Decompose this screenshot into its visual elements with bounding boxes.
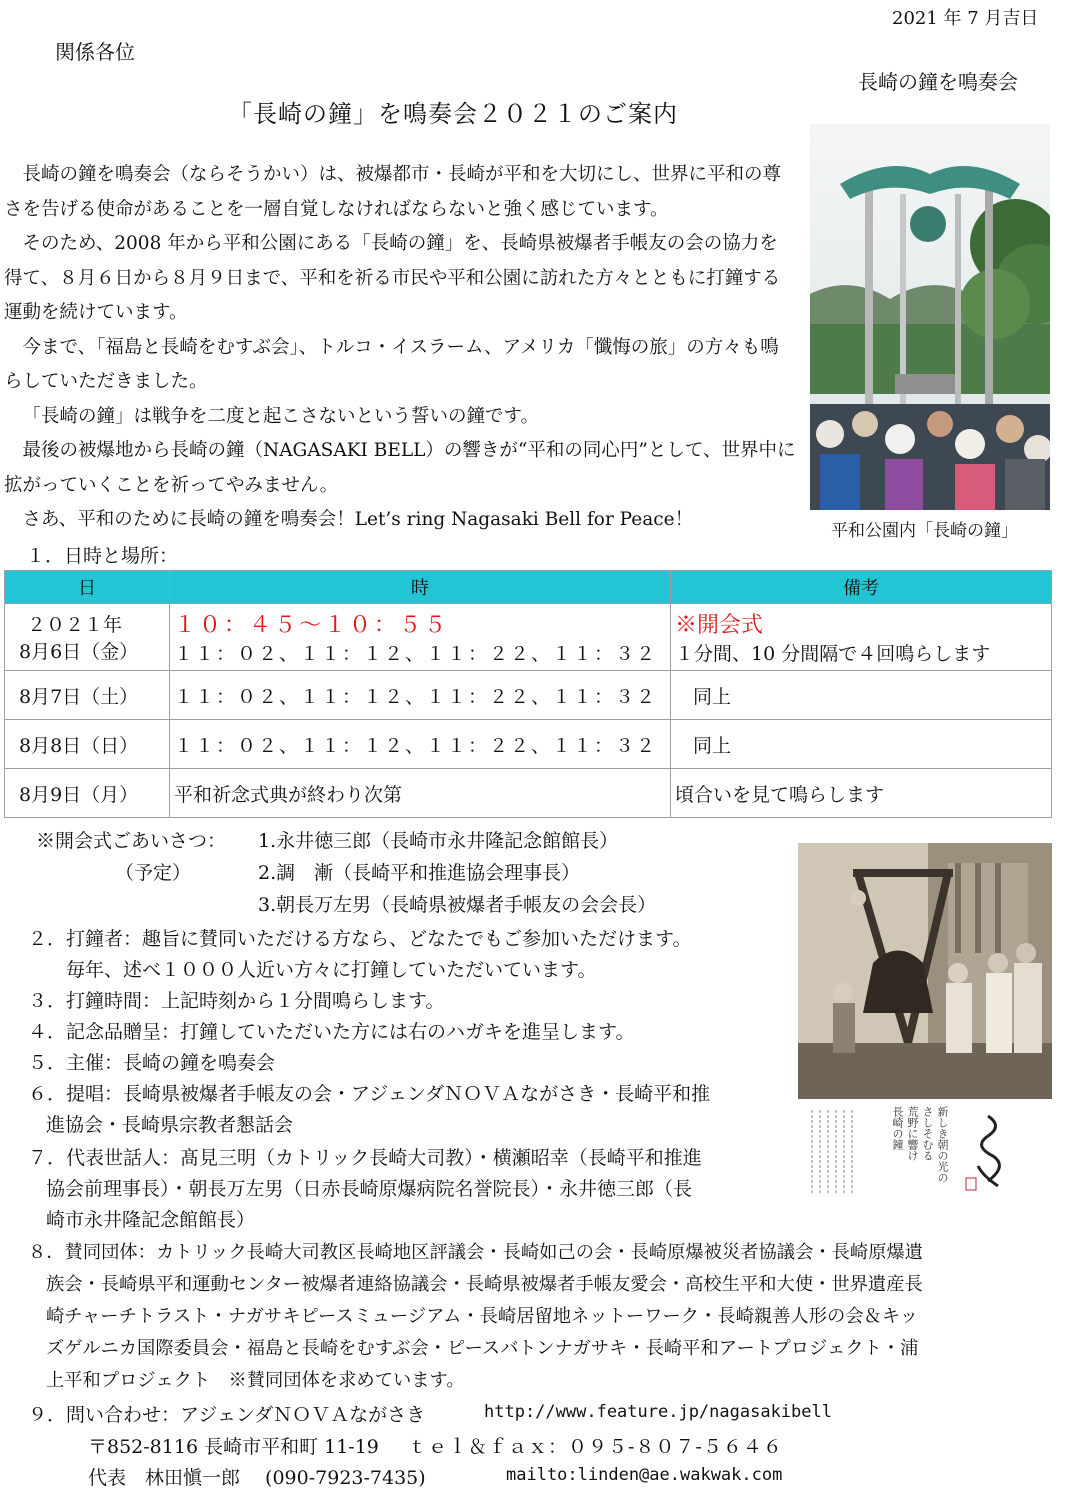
document-date: 2021 年 7 月吉日	[892, 8, 1039, 29]
item-organizer: ５．主催：長崎の鐘を鳴奏会	[28, 1052, 276, 1074]
column-header: 備考	[671, 571, 1052, 604]
note-cell: 同上	[671, 671, 1052, 720]
day-cell: 8月7日（土）	[5, 671, 170, 720]
item-supporters-cont: 族会・長崎県平和運動センター被爆者連絡協議会・長崎県被爆者手帳友愛会・高校生平和大使・世界遺産長	[46, 1274, 923, 1295]
note-cell: 頃合いを見て鳴らします	[671, 769, 1052, 818]
intro-text	[4, 158, 796, 538]
item-supporters: ８．賛同団体：カトリック長崎大司教区長崎地区評議会・長崎如己の会・長崎原爆被災者協議会・長崎原爆遺	[28, 1242, 924, 1263]
greetings-planned: （予定）	[115, 862, 192, 884]
addressee: 関係各位	[55, 40, 135, 64]
table-row	[5, 769, 1052, 818]
postcard-line: 荒野に響け	[906, 1106, 919, 1161]
photo-caption: 平和公園内「長崎の鐘」	[831, 521, 1018, 541]
item-proposers: ６．提唱：長崎県被爆者手帳友の会・アジェンダＮＯＶＡながさき・長崎平和推	[28, 1083, 711, 1105]
day-text: 8月6日（金）	[19, 641, 139, 663]
postcard-line: 新しき朝の光の	[936, 1106, 949, 1183]
page-title: 「長崎の鐘」を鳴奏会２０２１のご案内	[228, 100, 678, 128]
contact-email[interactable]: mailto:linden@ae.wakwak.com	[506, 1465, 783, 1485]
table-row	[5, 604, 1052, 671]
time-cell: １１：０２、１１：１２、１１：２２、１１：３２	[170, 720, 671, 769]
contact-address: 〒852-8116 長崎市平和町 11-19	[88, 1436, 379, 1458]
greetings-label: ※開会式ごあいさつ：	[36, 830, 227, 852]
column-header: 時	[170, 571, 671, 604]
note-cell: 同上	[671, 720, 1052, 769]
note-cell	[671, 604, 1052, 671]
postcard-line: 長崎の鐘	[891, 1106, 904, 1150]
opening-time: １０：４５～１０：５５	[174, 613, 450, 638]
intro-paragraph: そのため、2008 年から平和公園にある「長崎の鐘」を、長崎県被爆者手帳友の会の協力を得て、８月６日から８月９日まで、平和を祈る市民や平和公園に訪れた方々とともに打鐘する運動を続けています。	[4, 233, 781, 323]
intro-paragraph: 最後の被爆地から長崎の鐘（NAGASAKI BELL）の響きが“平和の同心円”として、世界中に拡がっていくことを祈ってやみません。	[4, 440, 796, 496]
fine-text-icon	[806, 1108, 866, 1198]
item-representatives-cont: 協会前理事長）・朝長万左男（日赤長崎原爆病院名誉院長）・永井徳三郎（長	[46, 1178, 693, 1200]
historical-bell-photo	[798, 843, 1052, 1099]
item-ringing-time: ３．打鐘時間：上記時刻から１分間鳴らします。	[28, 990, 445, 1012]
time-cell	[170, 604, 671, 671]
item-contact: ９．問い合わせ：アジェンダＮＯＶＡながさき	[28, 1404, 426, 1426]
day-cell	[5, 604, 170, 671]
sender-name: 長崎の鐘を鳴奏会	[858, 70, 1018, 94]
schedule-table	[4, 570, 1052, 818]
item-supporters-cont: 上平和プロジェクト ※賛同団体を求めています。	[46, 1370, 465, 1391]
table-row	[5, 720, 1052, 769]
section-heading: １．日時と場所：	[26, 545, 179, 567]
contact-url[interactable]: http://www.feature.jp/nagasakibell	[484, 1402, 832, 1422]
item-supporters-cont: ズゲルニカ国際委員会・福島と長崎をむすぶ会・ピースバトンナガサキ・長崎平和アートプロジェクト・浦	[46, 1338, 919, 1359]
intro-paragraph: 今まで、「福島と長崎をむすぶ会」、トルコ・イスラーム、アメリカ「懺悔の旅」の方々も鳴らしていただきました。	[4, 336, 779, 392]
time-cell: １１：０２、１１：１２、１１：２２、１１：３２	[170, 671, 671, 720]
calligraphy-icon	[958, 1106, 1018, 1196]
intro-paragraph: さあ、平和のために長崎の鐘を鳴奏会！Let’s ring Nagasaki Bell for Peace！	[22, 509, 694, 530]
contact-telfax: ｔｅｌ＆ｆａｘ：０９５-８０７-５６４６	[408, 1436, 783, 1458]
day-cell: 8月8日（日）	[5, 720, 170, 769]
greeting-item: 3.朝長万左男（長崎県被爆者手帳友の会会長）	[258, 894, 657, 916]
day-cell: 8月9日（月）	[5, 769, 170, 818]
note-text: １分間、10 分間隔で４回鳴らします	[675, 643, 991, 665]
opening-label: ※開会式	[675, 613, 764, 638]
postcard-line: さしそむる	[921, 1106, 934, 1161]
table-header-row	[5, 571, 1052, 604]
commemorative-postcard	[806, 1104, 1018, 1204]
intro-paragraph: 「長崎の鐘」は戦争を二度と起こさないという誓いの鐘です。	[22, 405, 540, 427]
time-cell: 平和祈念式典が終わり次第	[170, 769, 671, 818]
item-participants-note: 毎年、述べ１０００人近い方々に打鐘していただいています。	[66, 959, 597, 981]
contact-representative: 代表 林田愼一郎 (090-7923-7435)	[88, 1467, 426, 1489]
column-header: 日	[5, 571, 170, 604]
intro-paragraph: 長崎の鐘を鳴奏会（ならそうかい）は、被爆都市・長崎が平和を大切にし、世界に平和の尊さを告げる使命があることを一層自覚しなければならないと強く感じています。	[4, 164, 782, 220]
table-row	[5, 671, 1052, 720]
item-supporters-cont: 崎チャーチトラスト・ナガサキピースミュージアム・長崎居留地ネットーワーク・長崎親善人形の会＆キッ	[46, 1306, 919, 1327]
item-representatives-cont: 崎市永井隆記念館館長）	[46, 1209, 256, 1231]
greeting-item: 2.調 漸（長崎平和推進協会理事長）	[258, 862, 581, 884]
year-text: ２０２１年	[27, 614, 123, 636]
item-representatives: ７．代表世話人：髙見三明（カトリック長崎大司教）・横瀬昭幸（長崎平和推進	[28, 1147, 702, 1169]
time-text: １１：０２、１１：１２、１１：２２、１１：３２	[174, 643, 658, 665]
bell-monument-photo	[810, 124, 1050, 510]
item-gift: ４．記念品贈呈：打鐘していただいた方には右のハガキを進呈します。	[28, 1021, 635, 1043]
item-participants: ２．打鐘者：趣旨に賛同いただける方なら、どなたでもご参加いただけます。	[28, 928, 692, 950]
item-proposers-cont: 進協会・長崎県宗教者懇話会	[46, 1114, 294, 1136]
greeting-item: 1.永井徳三郎（長崎市永井隆記念館館長）	[258, 830, 619, 852]
